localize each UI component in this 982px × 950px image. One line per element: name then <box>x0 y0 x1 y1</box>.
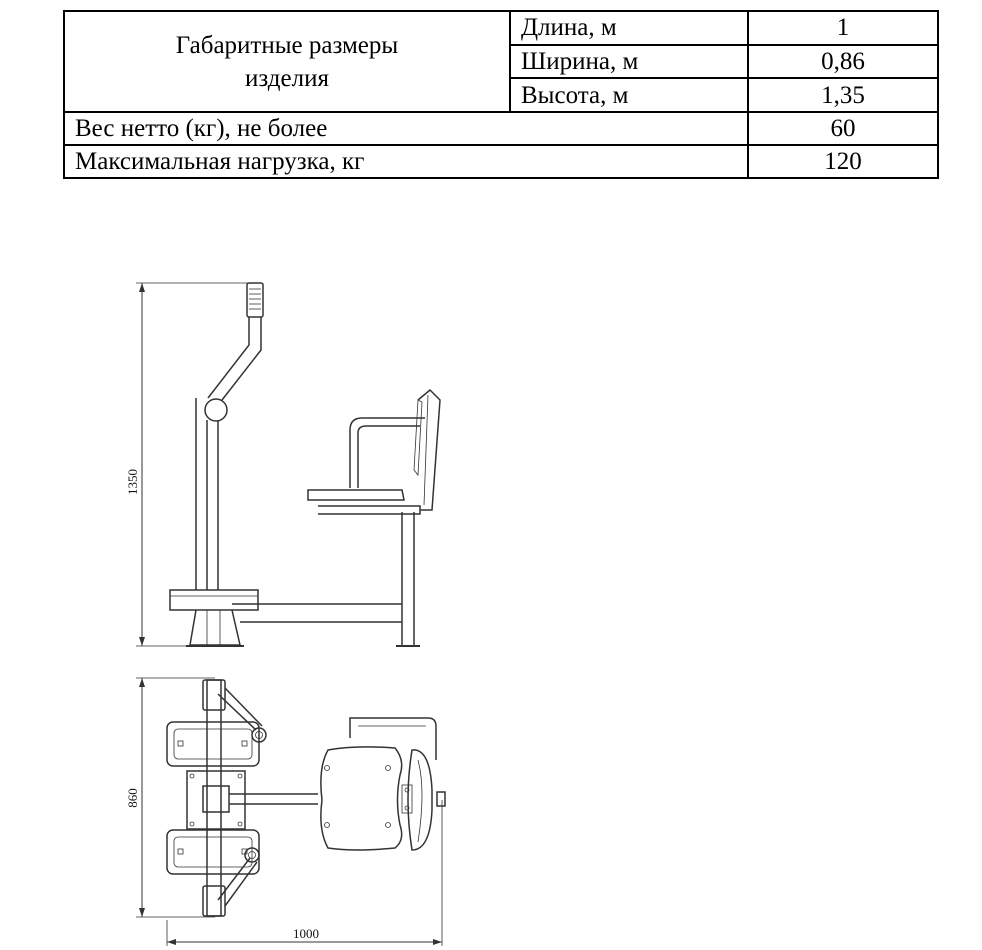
depth-dimension: 860 <box>125 788 140 808</box>
equipment-drawing <box>0 260 982 950</box>
specifications-table <box>63 10 939 179</box>
length-label: Длина, м <box>510 11 748 45</box>
dimensions-label: Габаритные размеры изделия <box>175 31 399 92</box>
height-value: 1,35 <box>748 78 938 112</box>
height-dimension: 1350 <box>125 469 140 495</box>
side-view <box>125 283 440 646</box>
weight-label: Вес нетто (кг), не более <box>64 112 748 145</box>
top-view <box>125 678 445 946</box>
length-value: 1 <box>748 11 938 45</box>
width-value: 0,86 <box>748 45 938 79</box>
height-label: Высота, м <box>510 78 748 112</box>
width-label: Ширина, м <box>510 45 748 79</box>
weight-value: 60 <box>748 112 938 145</box>
dimensions-label-cell <box>64 11 510 112</box>
length-dimension: 1000 <box>293 926 319 941</box>
load-value: 120 <box>748 145 938 178</box>
load-label: Максимальная нагрузка, кг <box>64 145 748 178</box>
